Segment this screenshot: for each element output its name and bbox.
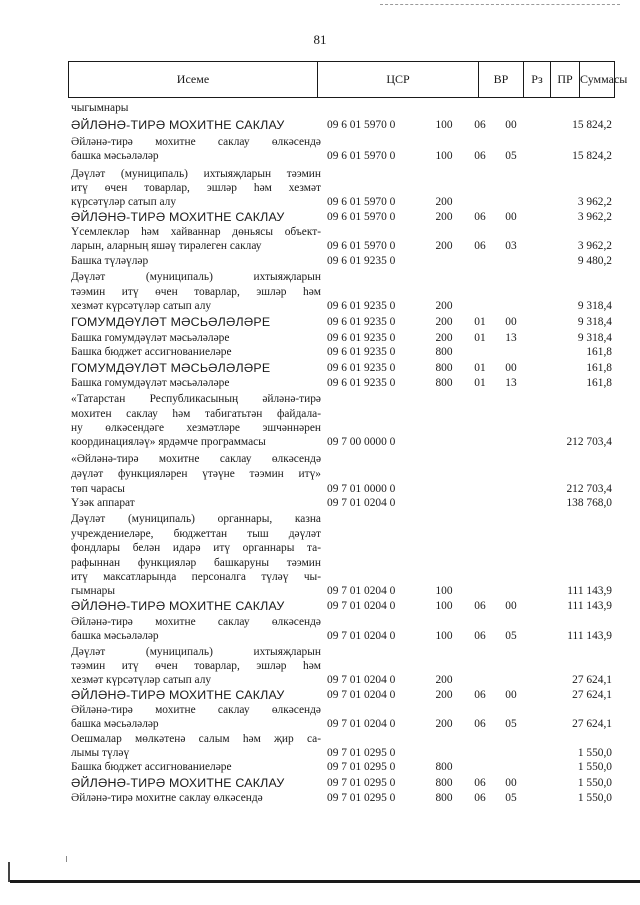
table-row	[0, 615, 640, 629]
table-row	[0, 732, 640, 746]
cell-csr: 09 7 01 0204 0	[327, 585, 396, 597]
cell-name: ГОМУМДӘҮЛӘТ МӘСЬӘЛӘЛӘРЕ	[71, 361, 271, 375]
cell-name: Башка бюджет ассигнованиеләре	[71, 346, 232, 358]
cell-csr: 09 7 01 0295 0	[327, 792, 396, 804]
header-pr: ПР	[551, 62, 580, 97]
cell-name: Әйләнә-тирә мохитне саклау өлкәсендә	[71, 616, 321, 628]
table-row	[0, 167, 640, 181]
cell-name: Дәүләт (муниципаль) ихтыяҗларын	[71, 646, 321, 658]
cell-csr: 09 6 01 9235 0	[327, 362, 396, 374]
cell-pr: 03	[505, 240, 517, 252]
cell-rz: 06	[474, 777, 486, 789]
cell-rz: 06	[474, 630, 486, 642]
cell-sum: 3 962,2	[577, 240, 612, 252]
cell-csr: 09 7 01 0204 0	[327, 600, 396, 612]
cell-csr: 09 7 00 0000 0	[327, 436, 396, 448]
cell-rz: 06	[474, 689, 486, 701]
cell-name: Башка түләүләр	[71, 255, 149, 267]
cell-pr: 13	[505, 332, 517, 344]
cell-name: рафыннан функцияләр башкаруны тәэмин	[71, 557, 321, 569]
cell-name: мохитен саклау һәм табигатьтән файдала-	[71, 408, 321, 420]
cell-name: ӘЙЛӘНӘ-ТИРӘ МОХИТНЕ САКЛАУ	[71, 210, 285, 224]
table-row	[0, 746, 640, 760]
cell-name: ГОМУМДӘҮЛӘТ МӘСЬӘЛӘЛӘРЕ	[71, 315, 271, 329]
cell-pr: 13	[505, 377, 517, 389]
table-row	[0, 407, 640, 421]
cell-csr: 09 7 01 0204 0	[327, 689, 396, 701]
table-row	[0, 225, 640, 239]
scan-artifact-bar	[10, 880, 640, 883]
cell-name: хезмәт күрсәтүләр сатып алу	[71, 674, 212, 686]
cell-csr: 09 7 01 0295 0	[327, 777, 396, 789]
cell-rz: 01	[474, 316, 486, 328]
cell-name: дәүләт функцияләрен үтәүне тәэмин итү»	[71, 468, 321, 480]
cell-name: Әйләнә-тирә мохитне саклау өлкәсендә	[71, 704, 321, 716]
cell-rz: 06	[474, 792, 486, 804]
table-row	[0, 482, 640, 496]
table-row	[0, 181, 640, 195]
scan-artifact-edge	[8, 862, 10, 882]
cell-csr: 09 6 01 9235 0	[327, 316, 396, 328]
table-row	[0, 556, 640, 570]
table-row	[0, 195, 640, 209]
cell-sum: 9 318,4	[577, 300, 612, 312]
scan-artifact-dashes	[380, 4, 620, 8]
cell-sum: 9 480,2	[577, 255, 612, 267]
cell-pr: 00	[505, 362, 517, 374]
cell-name: ӘЙЛӘНӘ-ТИРӘ МОХИТНЕ САКЛАУ	[71, 118, 285, 132]
cell-csr: 09 7 01 0000 0	[327, 483, 396, 495]
cell-name: Башка бюджет ассигнованиеләре	[71, 761, 232, 773]
cell-sum: 9 318,4	[577, 332, 612, 344]
cell-name: Үзәк аппарат	[71, 497, 135, 509]
table-row	[0, 101, 640, 115]
cell-sum: 212 703,4	[566, 436, 612, 448]
cell-name: Дәүләт (муниципаль) органнары, казна	[71, 513, 321, 525]
header-vr: ВР	[479, 62, 524, 97]
cell-sum: 27 624,1	[572, 689, 612, 701]
cell-sum: 15 824,2	[572, 150, 612, 162]
header-name: Исеме	[69, 62, 318, 97]
cell-name: башка мәсьәләләр	[71, 150, 159, 162]
cell-sum: 138 768,0	[566, 497, 612, 509]
cell-rz: 06	[474, 718, 486, 730]
table-row	[0, 496, 640, 510]
cell-name: Әйләнә-тирә мохитне саклау өлкәсендә	[71, 136, 321, 148]
cell-rz: 01	[474, 362, 486, 374]
cell-sum: 161,8	[586, 346, 612, 358]
cell-sum: 1 550,0	[577, 761, 612, 773]
cell-rz: 01	[474, 377, 486, 389]
cell-name: Дәүләт (муниципаль) ихтыяҗларын тәэмин	[71, 168, 321, 180]
table-row	[0, 512, 640, 526]
cell-pr: 05	[505, 792, 517, 804]
cell-vr: 200	[435, 240, 453, 252]
cell-csr: 09 6 01 5970 0	[327, 150, 396, 162]
table-row	[0, 149, 640, 163]
cell-vr: 100	[435, 150, 453, 162]
table-row	[0, 299, 640, 313]
table-row	[0, 703, 640, 717]
cell-vr: 200	[435, 689, 453, 701]
cell-sum: 27 624,1	[572, 718, 612, 730]
table-row	[0, 629, 640, 643]
table-header	[68, 61, 628, 98]
cell-csr: 09 6 01 9235 0	[327, 300, 396, 312]
cell-sum: 9 318,4	[577, 316, 612, 328]
cell-name: хезмәт күрсәтүләр сатып алу	[71, 300, 212, 312]
cell-rz: 06	[474, 150, 486, 162]
cell-pr: 00	[505, 119, 517, 131]
header-rz: Рз	[524, 62, 551, 97]
table-row	[0, 452, 640, 466]
cell-sum: 1 550,0	[577, 792, 612, 804]
cell-name: тәэмин итү өчен товарлар, эшләр һәм	[71, 660, 321, 672]
table-row	[0, 315, 640, 329]
table-row	[0, 118, 640, 132]
cell-csr: 09 7 01 0204 0	[327, 497, 396, 509]
cell-rz: 06	[474, 119, 486, 131]
table-row	[0, 688, 640, 702]
table-row	[0, 645, 640, 659]
table-row	[0, 135, 640, 149]
table-row	[0, 541, 640, 555]
cell-pr: 00	[505, 211, 517, 223]
table-row	[0, 659, 640, 673]
cell-vr: 100	[435, 119, 453, 131]
table-row	[0, 421, 640, 435]
cell-rz: 06	[474, 240, 486, 252]
cell-rz: 06	[474, 211, 486, 223]
cell-name: ларын, аларның яшәү тирәлеген саклау	[71, 240, 262, 252]
table-row	[0, 673, 640, 687]
cell-sum: 1 550,0	[577, 747, 612, 759]
table-row	[0, 467, 640, 481]
cell-sum: 161,8	[586, 362, 612, 374]
table-row	[0, 791, 640, 805]
table-row	[0, 376, 640, 390]
table-row	[0, 584, 640, 598]
cell-csr: 09 7 01 0204 0	[327, 674, 396, 686]
cell-name: тәэмин итү өчен товарлар, эшләр һәм	[71, 286, 321, 298]
header-sum: Суммасы	[580, 72, 628, 86]
table-row	[0, 392, 640, 406]
table-row	[0, 570, 640, 584]
cell-pr: 00	[505, 316, 517, 328]
cell-csr: 09 6 01 9235 0	[327, 377, 396, 389]
header-csr: ЦСР	[318, 62, 479, 97]
cell-csr: 09 6 01 5970 0	[327, 119, 396, 131]
table-row	[0, 776, 640, 790]
table-row	[0, 239, 640, 253]
table-row	[0, 527, 640, 541]
cell-sum: 111 143,9	[567, 600, 612, 612]
table-row	[0, 331, 640, 345]
cell-name: ӘЙЛӘНӘ-ТИРӘ МОХИТНЕ САКЛАУ	[71, 599, 285, 613]
cell-pr: 05	[505, 718, 517, 730]
cell-csr: 09 6 01 9235 0	[327, 332, 396, 344]
cell-sum: 3 962,2	[577, 196, 612, 208]
cell-vr: 200	[435, 674, 453, 686]
table-row	[0, 760, 640, 774]
cell-vr: 200	[435, 196, 453, 208]
cell-name: Әйләнә-тирә мохитне саклау өлкәсендә	[71, 792, 263, 804]
cell-pr: 00	[505, 600, 517, 612]
cell-vr: 200	[435, 718, 453, 730]
table-row	[0, 270, 640, 284]
cell-csr: 09 6 01 5970 0	[327, 211, 396, 223]
cell-name: Башка гомумдәүләт мәсьәләләре	[71, 377, 230, 389]
cell-name: Оешмалар мөлкәтенә салым һәм җир са-	[71, 733, 321, 745]
table-row	[0, 210, 640, 224]
table-row	[0, 254, 640, 268]
cell-vr: 100	[435, 630, 453, 642]
cell-vr: 800	[435, 377, 453, 389]
cell-sum: 3 962,2	[577, 211, 612, 223]
cell-name: башка мәсьәләләр	[71, 718, 159, 730]
cell-csr: 09 7 01 0295 0	[327, 747, 396, 759]
cell-name: төп чарасы	[71, 483, 125, 495]
cell-name: ӘЙЛӘНӘ-ТИРӘ МОХИТНЕ САКЛАУ	[71, 688, 285, 702]
cell-name: координацияләү» ярдәмче программасы	[71, 436, 266, 448]
cell-vr: 800	[435, 362, 453, 374]
table-row	[0, 285, 640, 299]
cell-vr: 200	[435, 300, 453, 312]
cell-name: башка мәсьәләләр	[71, 630, 159, 642]
cell-vr: 800	[435, 792, 453, 804]
cell-vr: 800	[435, 346, 453, 358]
cell-csr: 09 7 01 0295 0	[327, 761, 396, 773]
cell-name: күрсәтүләр сатып алу	[71, 196, 177, 208]
cell-vr: 800	[435, 777, 453, 789]
cell-sum: 1 550,0	[577, 777, 612, 789]
cell-name: «Татарстан Республикасының әйләнә-тирә	[71, 393, 321, 405]
cell-name: итү өчен товарлар, эшләр һәм хезмәт	[71, 182, 321, 194]
cell-name: Үсемлекләр һәм хайваннар дөньясы объект-	[71, 226, 321, 238]
cell-pr: 00	[505, 777, 517, 789]
cell-sum: 111 143,9	[567, 630, 612, 642]
cell-csr: 09 7 01 0204 0	[327, 718, 396, 730]
scan-artifact-mark	[66, 856, 67, 862]
cell-vr: 100	[435, 585, 453, 597]
cell-csr: 09 6 01 9235 0	[327, 255, 396, 267]
table-row	[0, 345, 640, 359]
cell-sum: 161,8	[586, 377, 612, 389]
cell-name: лымы түләү	[71, 747, 130, 759]
cell-name: Дәүләт (муниципаль) ихтыяҗларын	[71, 271, 321, 283]
cell-name: фондлары белән идарә итү органнары та-	[71, 542, 321, 554]
cell-name: Башка гомумдәүләт мәсьәләләре	[71, 332, 230, 344]
cell-name: учреждениеләре, бюджеттан тыш дәүләт	[71, 528, 321, 540]
cell-vr: 200	[435, 332, 453, 344]
table-row	[0, 435, 640, 449]
cell-rz: 06	[474, 600, 486, 612]
cell-name: итү максатларында персоналга түләү чы-	[71, 571, 321, 583]
cell-csr: 09 6 01 5970 0	[327, 240, 396, 252]
table-row	[0, 717, 640, 731]
cell-sum: 15 824,2	[572, 119, 612, 131]
cell-name: ӘЙЛӘНӘ-ТИРӘ МОХИТНЕ САКЛАУ	[71, 776, 285, 790]
cell-pr: 05	[505, 150, 517, 162]
page-number: 81	[313, 32, 327, 47]
cell-name: ну өлкәсендәге хезмәтләре эшчәннәрен	[71, 422, 321, 434]
cell-csr: 09 6 01 9235 0	[327, 346, 396, 358]
cell-vr: 800	[435, 761, 453, 773]
cell-name: «Әйләнә-тирә мохитне саклау өлкәсендә	[71, 453, 321, 465]
cell-sum: 212 703,4	[566, 483, 612, 495]
cell-sum: 111 143,9	[567, 585, 612, 597]
cell-sum: 27 624,1	[572, 674, 612, 686]
cell-vr: 100	[435, 600, 453, 612]
cell-vr: 200	[435, 316, 453, 328]
table-row	[0, 599, 640, 613]
cell-rz: 01	[474, 332, 486, 344]
table-row	[0, 361, 640, 375]
cell-name: чыгымнары	[71, 102, 129, 114]
cell-pr: 00	[505, 689, 517, 701]
cell-csr: 09 6 01 5970 0	[327, 196, 396, 208]
cell-csr: 09 7 01 0204 0	[327, 630, 396, 642]
cell-vr: 200	[435, 211, 453, 223]
cell-name: гымнары	[71, 585, 116, 597]
cell-pr: 05	[505, 630, 517, 642]
